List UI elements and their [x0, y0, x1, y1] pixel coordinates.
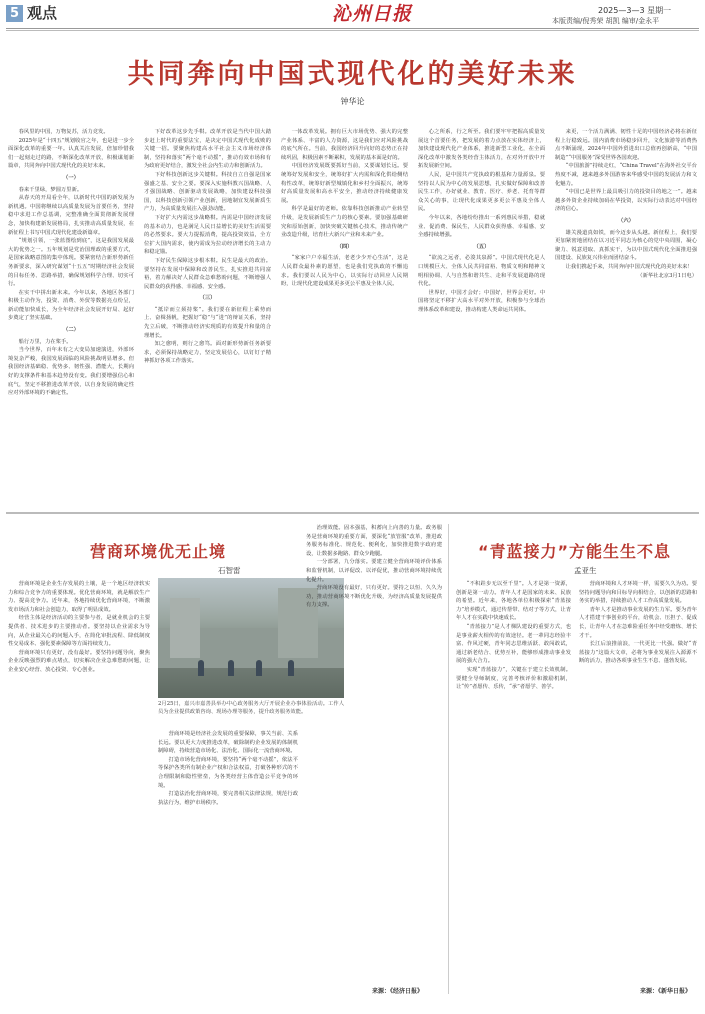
paragraph: 来更，一个活力满满、韧性十足的中国经济必将在新征程上行稳致远。国内消费市场稳步回升，文化旅游等消费热点不断涌现，2024年中国外贸进出口总值再创新高，“中国制造”“中国服务”深受世界各国欢迎。: [555, 129, 697, 161]
section-divider: [6, 512, 699, 514]
column-divider: [448, 524, 449, 994]
paragraph: 雄关漫道真如铁，而今迈步从头越。新征程上，我们要更加紧密地团结在以习近平同志为核心的党中央周围，凝心聚力、锐意进取、真抓实干，为以中国式现代化全面推进强国建设、民族复兴伟业而团结奋斗。: [555, 229, 697, 262]
paragraph: 营商环境没有最好，只有更好。要持之以恒、久久为功，推动营商环境不断优化升级，为经济高质量发展提供有力支撑。: [306, 585, 442, 609]
paragraph: “中国已是世界上最具吸引力的投资目的地之一”。越来越多外资企业持续加码在华投资，以实际行动表达对中国经济的信心。: [555, 189, 697, 213]
paragraph: 当今世界，百年未有之大变局加速演进，外部环境复杂严峻，我国发展面临的风险挑战明显增多。但我国经济基础稳、优势多、韧性强、潜能大，长期向好的支撑条件和基本趋势没有变。我们要增强信心和底气，坚定不移推进改革开放，以自身发展的确定性应对外部环境的不确定性。: [8, 347, 134, 397]
left-article-column-3: [306, 524, 442, 964]
right-article-byline: 孟亚生: [574, 566, 597, 575]
page-header: [0, 0, 705, 28]
main-column-3: [281, 128, 408, 506]
main-headline: 共同奔向中国式现代化的美好未来: [127, 59, 578, 90]
left-article-column-2: [158, 730, 298, 1000]
header-rule-secondary: [6, 30, 699, 31]
main-column-1: [8, 128, 134, 506]
paragraph: 下好民生保障这步根本棋。民生是最大的政治。要坚持在发展中保障和改善民生，扎实推进共同富裕，着力解决好人民群众急难愁盼问题，不断增强人民群众的获得感、幸福感、安全感。: [144, 257, 271, 290]
main-column-2: [144, 128, 271, 506]
left-article-byline: 石智雷: [218, 566, 241, 575]
photo-caption: 2月25日，嘉兴市嘉善县举办中心政务服务大厅开展企业办事体验活动。工作人员为企业提供政策咨询、现场办理等服务，提升政务服务效能。: [158, 701, 344, 716]
main-column-5: [555, 128, 697, 506]
right-article-source: 来源：《新华日报》: [640, 988, 692, 995]
main-byline: 钟华论: [340, 97, 365, 106]
paragraph: 营商环境是企业生存发展的土壤，是一个地区经济软实力和综合竞争力的重要体现。优化营商环境，就是解放生产力、提高竞争力。近年来，各地持续优化营商环境，不断激发市场活力和社会创造力，取得了明显成效。: [8, 581, 150, 613]
paragraph: 治理效能。固本强基，积蓄向上向善的力量。政务服务是营商环境的重要方面，要深化“放管服”改革，推进政务服务标准化、规范化、便利化，加快推进数字政府建设，让数据多跑路、群众少跑腿。: [306, 525, 442, 557]
paragraph: “家家户户幸福生活，老老少少开心生活”，这是人民群众最朴素的愿望，也是我们党执政的不懈追求。我们要以人民为中心，以实际行动回应人民期盼，让现代化建设成果更多更公平惠及全体人民。: [281, 255, 408, 288]
paragraph: 船行万里，力在桨手。: [18, 338, 72, 345]
paragraph: 人民，是中国共产党执政的根基和力量源泉。要坚持以人民为中心的发展思想，扎实做好保障和改善民生工作，办好就业、教育、医疗、养老、托育等群众关心的事，让现代化成果更多更公平惠及全体人民。: [418, 171, 545, 213]
subheading: （五）: [473, 243, 490, 250]
paragraph: 春风里的中国，万物复苏，活力竞发。: [18, 129, 109, 135]
paragraph: “青蓝接力”是人才梯队建设的重要方式，也是事业薪火相传的有效途径。老一辈同志经验丰富、作风过硬，青年同志思维活跃、敢闯敢试，通过新老结合、优势互补，能够形成推动事业发展的强大合力。: [456, 623, 571, 665]
paragraph: “不积跬步无以至千里”。人才是第一资源，创新是第一动力。青年人才是国家的未来、民族的希望。近年来，各地各单位积极探索“青蓝接力”培养模式，通过传帮带、结对子等方式，让青年人才在实践中快速成长。: [456, 581, 571, 622]
paragraph: 营商环境和人才环境一样，需要久久为功。要坚持问题导向和目标导向相结合，以创新的思路和务实的举措，持续推动人才工作高质量发展。: [579, 581, 697, 605]
subheading: （三）: [199, 295, 216, 302]
paragraph: 实现“青蓝接力”，关键在于建立长效机制。要健全导师制度，完善考核评价和激励机制，让“传”者愿传、乐传，“承”者愿学、善学。: [456, 666, 571, 691]
paragraph: 营商环境只有更好，没有最好。要坚持问题导向，聚焦企业反映强烈的难点堵点，切实解决企业急难愁盼问题，让企业安心经营、放心投资、专心创业。: [8, 649, 150, 673]
paragraph: “中国旅游”持续走红，“China Travel”在海外社交平台热度不减，越来越多外国游客来华感受中国的发展活力和文化魅力。: [555, 163, 697, 187]
paragraph: 长江后浪推前浪，一代更比一代强。做好“青蓝接力”这篇大文章，必将为事业发展注入源源不断的活力，推动各项事业生生不息、蓬勃发展。: [579, 641, 697, 665]
paragraph: “规划引领，一张蓝图绘到底”，这是我国发展最大的优势之一。五年规划是党治国理政的重要方式，是国家战略意图的集中体现。要紧密结合新形势新任务新要求，深入研究谋划“十五五”时期经济社会发展的目标任务、思路举措，确保规划科学合理、切实可行。: [8, 238, 134, 288]
paragraph: 下好改革这步先手棋。改革开放是当代中国大踏步赶上时代的重要法宝，是决定中国式现代化成败的关键一招。要聚焦构建高水平社会主义市场经济体制，坚持和落实“两个毫不动摇”，推动有效市场和有为政府更好结合，激发全社会内生动力和创新活力。: [144, 129, 271, 170]
right-article-headline: “青蓝接力”方能生生不息: [478, 542, 672, 561]
paragraph: 知之愈明，则行之愈笃。面对新形势新任务新要求，必须保持战略定力，坚定发展信心，以钉钉子精神抓好各项工作落实。: [144, 341, 271, 365]
paragraph: 心之所系，行之所至。我们要牢牢把握高质量发展这个首要任务，把发展的着力点放在实体经济上，加快建设现代化产业体系，推进新型工业化，在全面深化改革中激发各类经营主体活力，在对外开放中开拓发展新空间。: [418, 129, 545, 170]
paragraph: 世界好，中国才会好；中国好，世界会更好。中国将坚定不移扩大高水平对外开放，积极参与全球治理体系改革和建设，推动构建人类命运共同体。: [418, 289, 545, 313]
subheading: （四）: [336, 243, 353, 250]
paragraph: 春来千里绿，梦圆万里新。: [18, 186, 83, 193]
paragraph: 让我们携起手来，共同奔向中国式现代化的美好未来！: [565, 263, 693, 270]
paragraph: 下好科技创新这步关键棋。科技自立自强是国家强盛之基、安全之要。要深入实施科教兴国战略、人才强国战略、创新驱动发展战略，加快建设科技强国，以科技创新引领产业创新，因地制宜发展新质生产力，为高质量发展注入强劲动能。: [144, 171, 271, 213]
paragraph: 一体改革发展。拥有巨大市场优势、强大的完整产业体系、丰富的人力资源，这是我们应对风险挑战的底气所在。当前，我国经济回升向好的态势正在持续巩固，积极因素不断累积，发展的基本面是好的。: [281, 129, 408, 161]
paragraph: 从春天的开局看全年，以新时代中国的新发展为新机遇。中国将继续以高质量发展为首要任务，坚持稳中求进工作总基调，完整准确全面贯彻新发展理念，加快构建新发展格局，扎实推动高质量发展，在新征程上书写中国式现代化建设新篇章。: [8, 195, 134, 236]
right-article-column-2: [579, 580, 697, 984]
subheading: （二）: [63, 327, 79, 334]
left-article-column-1: [8, 580, 150, 1000]
editor-credits: 本版责编/倪秀荣 胡凯 编审/金永平: [552, 17, 660, 25]
left-article-source: 来源：《经济日报》: [372, 988, 424, 995]
paragraph: 营商环境是经济社会发展的重要保障，事关当前、关系长远。要以更大力度推进改革，破除制约企业发展的体制机制障碍，持续营造市场化、法治化、国际化一流营商环境。: [158, 731, 298, 755]
paragraph: 中国经济发展既要抓好当前，又要谋划长远。要统筹好发展和安全，统筹好扩大内需和深化供给侧结构性改革，统筹好新型城镇化和乡村全面振兴，统筹好高质量发展和高水平安全，推动经济持续健康发展。: [281, 163, 408, 204]
issue-date: 2025—3—3 星期一: [598, 6, 672, 15]
paragraph: 2025年是“十四五”规划收官之年，也是进一步全面深化改革的重要一年。认真关注发展，倍加珍惜我们一起刻走过的路，不断深化改革开放，积极谋划新篇章，共同奔向中国式现代化的美好未来。: [8, 137, 134, 170]
subheading: （一）: [63, 174, 79, 181]
left-article-headline: 营商环境优无止境: [90, 542, 227, 561]
paragraph: 下好扩大内需这步战略棋。内需是中国经济发展的基本动力，也是满足人民日益增长的美好生活需要的必然要求。要大力提振消费，提高投资效益，全方位扩大国内需求，使内需成为拉动经济增长的主动力和稳定锚。: [144, 214, 271, 256]
paragraph: “欲流之远者，必浚其泉源”。中国式现代化是人口规模巨大、全体人民共同富裕、物质文明和精神文明相协调、人与自然和谐共生、走和平发展道路的现代化。: [418, 255, 545, 288]
paragraph: 打造法治化营商环境，要完善相关法律法规，规范行政执法行为，维护市场秩序。: [158, 791, 298, 806]
paragraph: 经营主体是经济活动的主要参与者，是就业机会的主要提供者、技术进步的主要推动者。要坚持以企业需求为导向，从企业最关心的问题入手，在简化审批流程、降低制度性交易成本、强化要素保障等方面持续发力。: [8, 615, 150, 648]
header-rule: [6, 28, 699, 29]
article-source: （新华社北京3月1日电）: [637, 272, 697, 279]
paragraph: 一分部署，九分落实。要建立健全营商环境评价体系和监督机制，以评促改、以评促优，推动营商环境持续优化提升。: [306, 559, 442, 583]
main-column-4: [418, 128, 545, 506]
page-number-badge: 5: [6, 5, 23, 22]
paragraph: 在实干中拼出新未来。今年以来，各地区各部门积极主动作为，投资、消费、外贸等数据亮点纷呈，新动能加快成长，为全年经济社会发展开好局、起好步奠定了坚实基础。: [8, 289, 134, 322]
paragraph: “抵岸而立须持桨”。我们要在新征程上乘势而上、奋楫扬帆，把握好“稳”与“进”的辩证关系，坚持先立后破，不断推动经济实现质的有效提升和量的合理增长。: [144, 306, 271, 339]
section-title: 观点: [27, 4, 58, 22]
newspaper-logo: 沁州日报: [332, 3, 413, 25]
paragraph: 打造市场化营商环境，要坚持“两个毫不动摇”，依法平等保护各类所有制企业产权和合法权益，打破各种形式的不合理限制和隐性壁垒，为各类经营主体营造公平竞争的环境。: [158, 756, 298, 789]
paragraph: 今年以来，各地纷纷推出一系列惠民举措，稳就业、促消费、保民生，人民群众获得感、幸福感、安全感持续增强。: [418, 214, 545, 239]
paragraph: 青年人才是推动事业发展的生力军。要为青年人才搭建干事创业的平台，给机会、压担子、促成长，让青年人才在急难险重任务中经受磨炼、增长才干。: [579, 606, 697, 639]
paragraph: 科学是最好的老师。依靠科技创新推动产业转型升级，是发展新质生产力的核心要素。要加强基础研究和原始创新，加快突破关键核心技术，推动传统产业改造升级，培育壮大新兴产业和未来产业。: [281, 206, 408, 239]
right-article-column-1: [456, 580, 571, 992]
subheading: （六）: [618, 217, 634, 224]
